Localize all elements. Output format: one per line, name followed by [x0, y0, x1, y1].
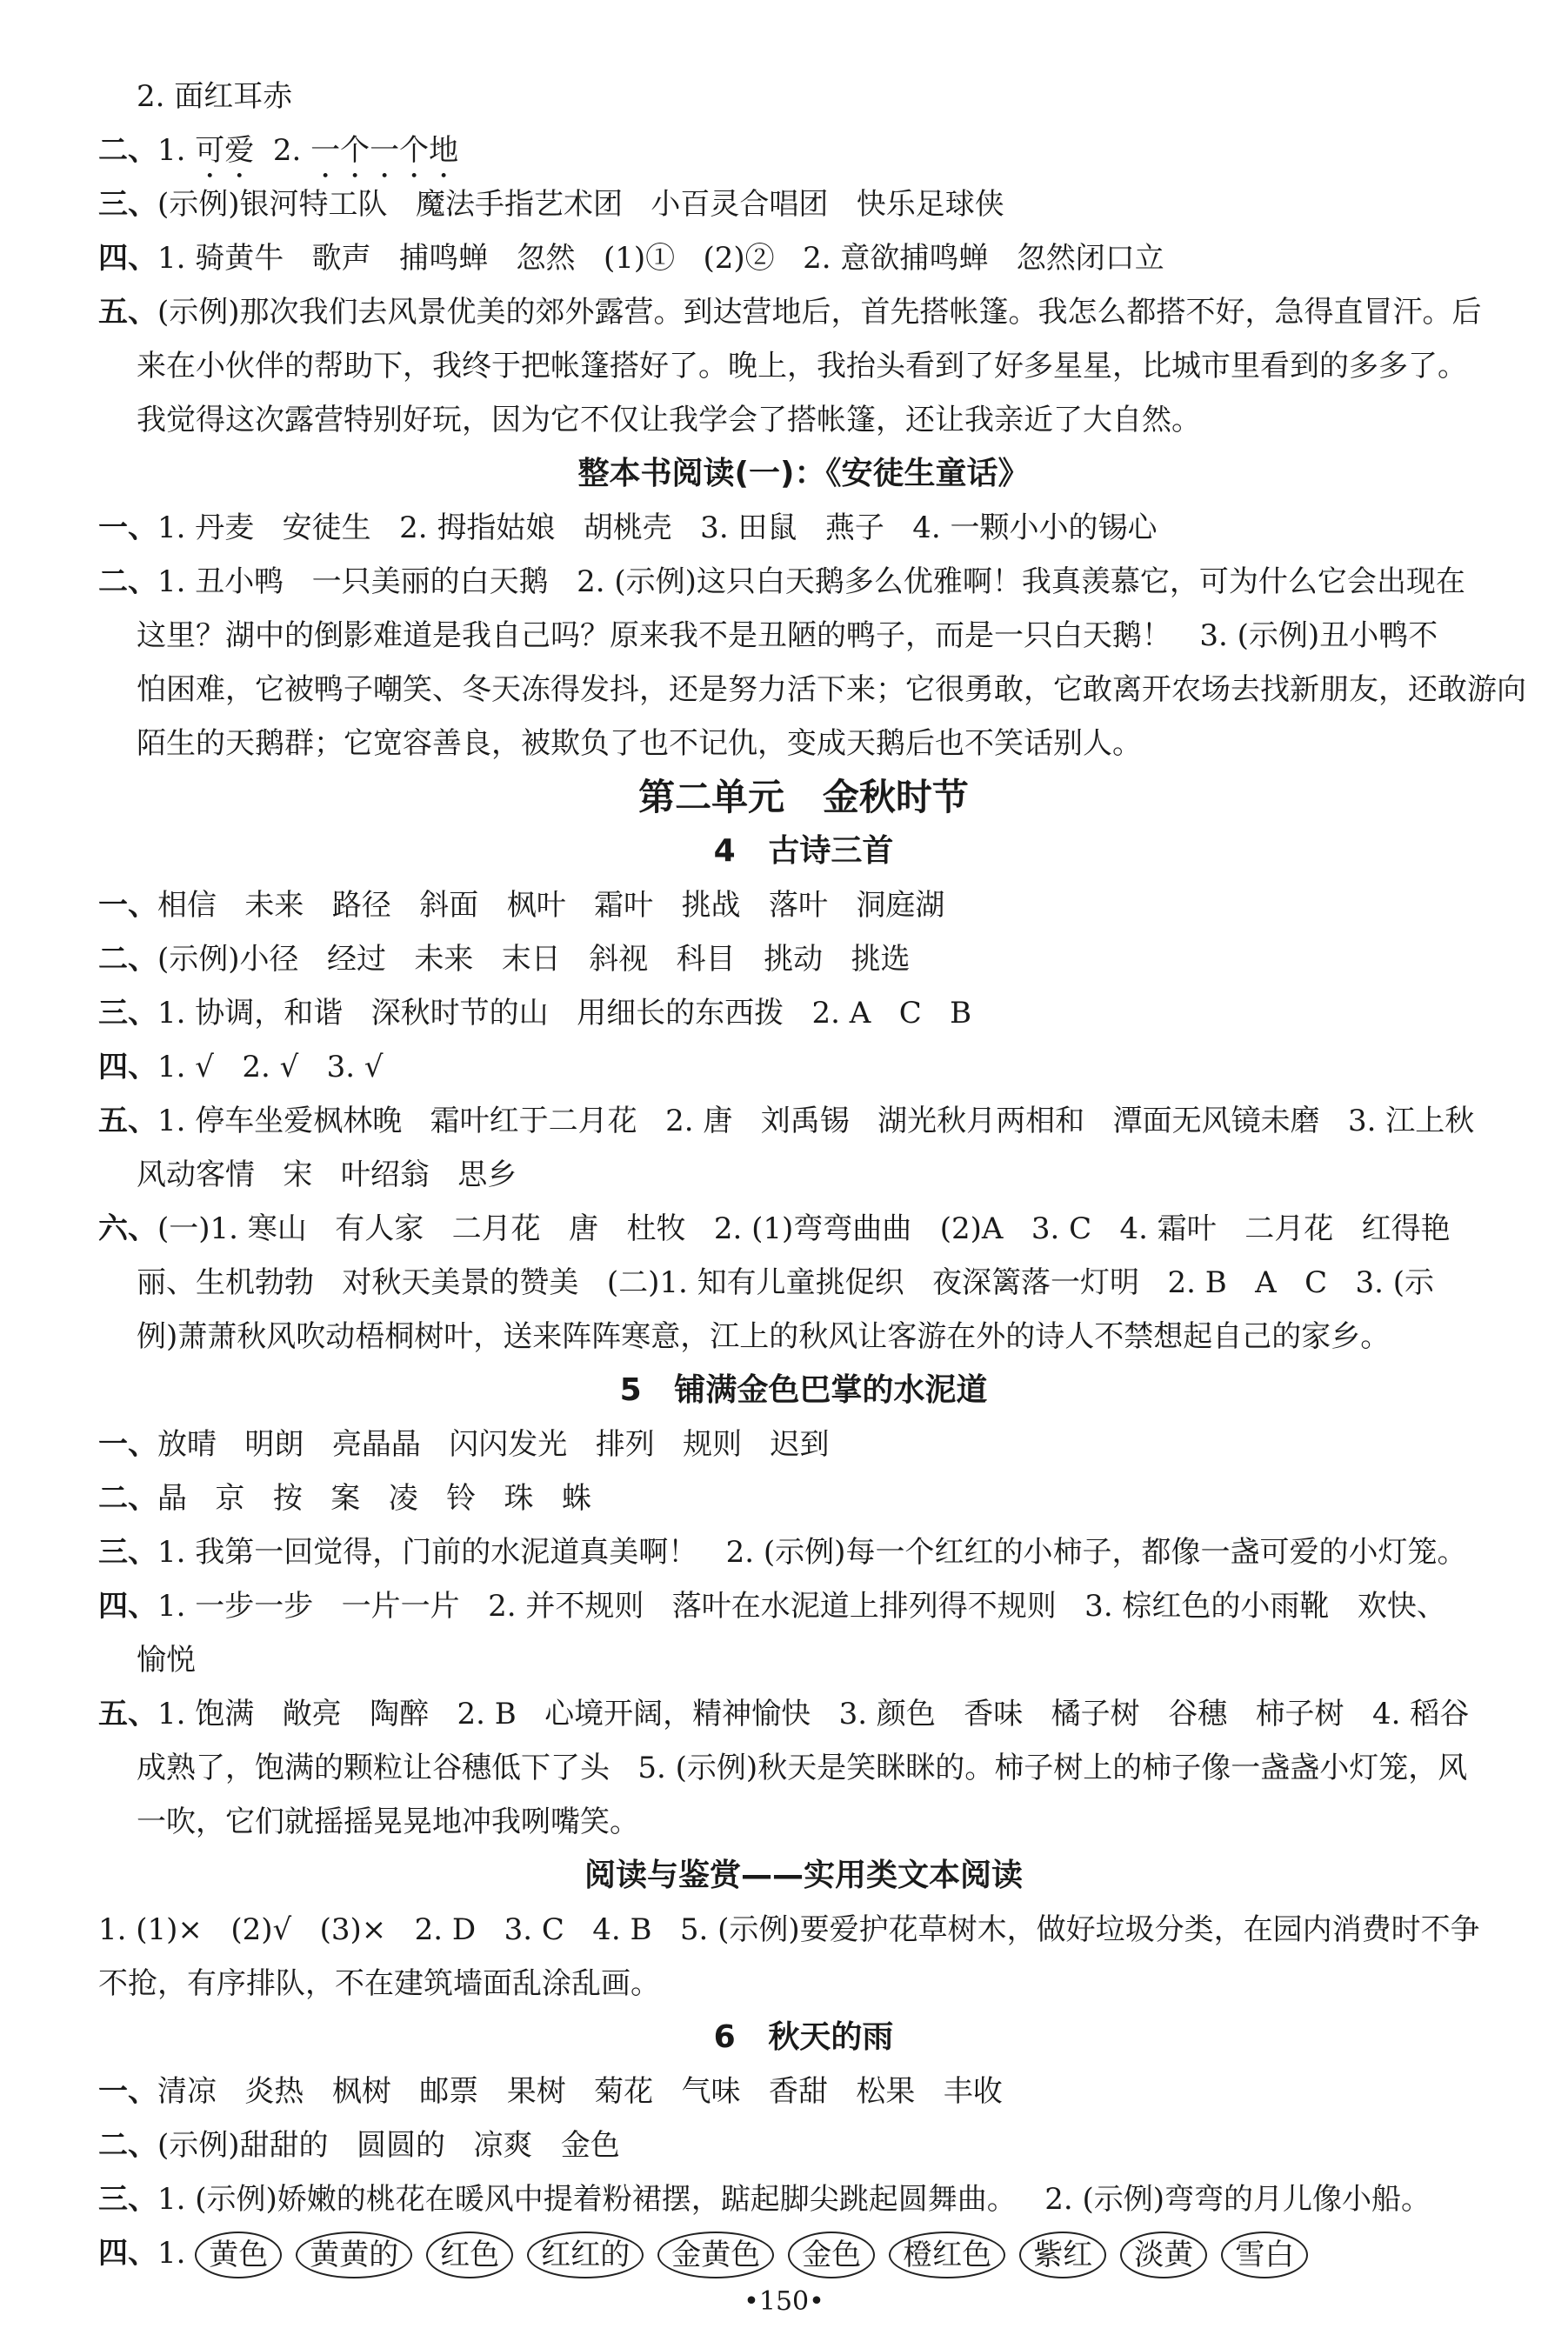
circled-word: 红色	[426, 2232, 513, 2278]
section-title	[98, 2011, 1509, 2065]
answer-continuation-line	[98, 663, 1526, 717]
answer-continuation-line	[98, 1741, 1509, 1795]
answer-line	[98, 1471, 1509, 1525]
answer-text: 2.	[254, 133, 311, 168]
answer-text: 相信 未来 路径 斜面 枫叶 霜叶 挑战 落叶 洞庭湖	[157, 888, 945, 923]
answer-continuation-line	[98, 609, 1509, 663]
answer-text: 1. 协调，和谐 深秋时节的山 用细长的东西拨 2. A C B	[157, 996, 972, 1031]
answer-text: 不抢，有序排队，不在建筑墙面乱涂乱画。	[98, 1966, 660, 2001]
answer-line	[98, 123, 1509, 177]
answer-text: 我觉得这次露营特别好玩，因为它不仅让我学会了搭帐篷，还让我亲近了大自然。	[137, 403, 1201, 437]
answer-text: 1. 饱满 敞亮 陶醉 2. B 心境开阔，精神愉快 3. 颜色 香味 橘子树 谷穗 柿子树 4. 稻谷	[157, 1697, 1470, 1731]
answer-line	[98, 2226, 1509, 2280]
question-number: 一、	[98, 2074, 157, 2109]
answer-text: 放晴 明朗 亮晶晶 闪闪发光 排列 规则 迟到	[157, 1427, 830, 1462]
circled-word: 金黄色	[657, 2232, 774, 2278]
answer-text: 清凉 炎热 枫树 邮票 果树 菊花 气味 香甜 松果 丰收	[157, 2074, 1003, 2109]
answer-text: 愉悦	[137, 1643, 196, 1678]
answer-line	[98, 1094, 1509, 1148]
answer-text: 1. (1)× (2)√ (3)× 2. D 3. C 4. B 5. (示例)要爱护花草树木，做好垃圾分类，在园内消费时不争	[98, 1912, 1480, 1947]
heading-text: 4 古诗三首	[713, 833, 894, 869]
answer-page	[98, 70, 1526, 2280]
question-number: 四、	[98, 1589, 157, 1624]
answer-text: 1. √ 2. √ 3. √	[157, 1050, 384, 1084]
section-title	[98, 1849, 1509, 1903]
heading-text: 整本书阅读(一)：《安徒生童话》	[577, 456, 1030, 491]
answer-continuation-line	[98, 70, 1509, 123]
answer-text: 1. 一步一步 一片一片 2. 并不规则 落叶在水泥道上排列得不规则 3. 棕红色的小雨靴 欢快、	[157, 1589, 1446, 1624]
answer-line	[98, 2172, 1509, 2226]
question-number: 四、	[98, 241, 157, 276]
answer-continuation-line	[98, 1148, 1509, 1202]
circled-word: 紫红	[1019, 2232, 1106, 2278]
answer-line	[98, 932, 1509, 986]
circled-word: 金色	[788, 2232, 875, 2278]
answer-text: 来在小伙伴的帮助下，我终于把帐篷搭好了。晚上，我抬头看到了好多星星，比城市里看到的多多了。	[137, 349, 1467, 384]
question-number: 二、	[98, 1481, 157, 1516]
circled-word: 黄黄的	[296, 2232, 412, 2278]
answer-text: 1. 丹麦 安徒生 2. 拇指姑娘 胡桃壳 3. 田鼠 燕子 4. 一颗小小的锡心	[157, 510, 1158, 545]
answer-text: (示例)甜甜的 圆圆的 凉爽 金色	[157, 2128, 620, 2163]
question-number: 三、	[98, 1535, 157, 1570]
question-number: 三、	[98, 996, 157, 1031]
answer-line	[98, 501, 1509, 555]
answer-text: 1.	[157, 133, 196, 168]
question-number: 三、	[98, 2182, 157, 2217]
unit-title	[98, 771, 1509, 824]
answer-continuation-line	[98, 1310, 1509, 1364]
section-title	[98, 447, 1509, 501]
answer-text: 陌生的天鹅群；它宽容善良，被欺负了也不记仇，变成天鹅后也不笑话别人。	[137, 726, 1142, 761]
answer-line	[98, 1579, 1509, 1633]
answer-continuation-line	[98, 339, 1509, 393]
answer-text: 成熟了，饱满的颗粒让谷穗低下了头 5. (示例)秋天是笑眯眯的。柿子树上的柿子像一盏盏小灯笼，风	[137, 1751, 1468, 1785]
answer-line	[98, 285, 1509, 339]
question-number: 五、	[98, 1104, 157, 1138]
question-number: 四、	[98, 1050, 157, 1084]
answer-text: 丽、生机勃勃 对秋天美景的赞美 (二)1. 知有儿童挑促织 夜深篱落一灯明 2. B A C 3. (示	[137, 1265, 1435, 1300]
answer-line	[98, 1525, 1509, 1579]
question-number: 五、	[98, 295, 157, 330]
circled-word: 雪白	[1221, 2232, 1308, 2278]
answer-continuation-line	[98, 393, 1509, 447]
page-number: •150•	[744, 2286, 824, 2317]
answer-text: 1. (示例)娇嫩的桃花在暖风中提着粉裙摆，踮起脚尖跳起圆舞曲。 2. (示例)弯弯的月儿像小船。	[157, 2182, 1431, 2217]
question-number: 一、	[98, 510, 157, 545]
answer-text: 这里？湖中的倒影难道是我自己吗？原来我不是丑陋的鸭子，而是一只白天鹅！ 3. (示例)丑小鸭不	[137, 618, 1438, 653]
answer-text: 1. 丑小鸭 一只美丽的白天鹅 2. (示例)这只白天鹅多么优雅啊！我真羡慕它，可为什么它会出现在	[157, 564, 1465, 599]
answer-text: 一吹，它们就摇摇晃晃地冲我咧嘴笑。	[137, 1805, 639, 1839]
heading-text: 6 秋天的雨	[713, 2019, 894, 2055]
answer-line	[98, 1418, 1509, 1471]
answer-line	[98, 1957, 1509, 2011]
question-number: 二、	[98, 564, 157, 599]
circled-word: 淡黄	[1120, 2232, 1207, 2278]
answer-line	[98, 878, 1509, 932]
circled-word: 红红的	[527, 2232, 644, 2278]
answer-continuation-line	[98, 1795, 1509, 1849]
question-number: 二、	[98, 2128, 157, 2163]
emphasized-answer: 可爱	[195, 133, 255, 168]
answer-text: 怕困难，它被鸭子嘲笑、冬天冻得发抖，还是努力活下来；它很勇敢，它敢离开农场去找新朋友，还敢游向	[137, 672, 1526, 707]
heading-text: 第二单元 金秋时节	[638, 776, 969, 818]
answer-line	[98, 231, 1509, 285]
question-number: 一、	[98, 888, 157, 923]
question-number: 一、	[98, 1427, 157, 1462]
answer-line	[98, 986, 1509, 1040]
answer-continuation-line	[98, 717, 1509, 771]
heading-text: 阅读与鉴赏——实用类文本阅读	[584, 1858, 1023, 1893]
question-number: 二、	[98, 133, 157, 168]
answer-line	[98, 177, 1509, 231]
question-number: 五、	[98, 1697, 157, 1731]
answer-line	[98, 1040, 1509, 1094]
question-number: 二、	[98, 942, 157, 977]
answer-line	[98, 2118, 1509, 2172]
answer-text: 晶 京 按 案 凌 铃 珠 蛛	[157, 1481, 591, 1516]
answer-text: 1. 我第一回觉得，门前的水泥道真美啊！ 2. (示例)每一个红红的小柿子，都像一盏可爱的小灯笼。	[157, 1535, 1467, 1570]
question-number: 四、	[98, 2236, 157, 2271]
answer-text: 1.	[157, 2236, 196, 2271]
section-title	[98, 1364, 1509, 1418]
answer-line	[98, 555, 1509, 609]
answer-text: 1. 骑黄牛 歌声 捕鸣蝉 忽然 (1)① (2)② 2. 意欲捕鸣蝉 忽然闭口立	[157, 241, 1164, 276]
answer-text: 例)萧萧秋风吹动梧桐树叶，送来阵阵寒意，江上的秋风让客游在外的诗人不禁想起自己的家乡。	[137, 1319, 1391, 1354]
answer-text: 1. 停车坐爱枫林晚 霜叶红于二月花 2. 唐 刘禹锡 湖光秋月两相和 潭面无风镜未磨 3. 江上秋	[157, 1104, 1475, 1138]
section-title	[98, 824, 1509, 878]
answer-line	[98, 1202, 1509, 1256]
answer-text: (示例)银河特工队 魔法手指艺术团 小百灵合唱团 快乐足球侠	[157, 187, 1004, 222]
answer-text: (一)1. 寒山 有人家 二月花 唐 杜牧 2. (1)弯弯曲曲 (2)A 3. C 4. 霜叶 二月花 红得艳	[157, 1211, 1451, 1246]
answer-continuation-line	[98, 1256, 1509, 1310]
answer-line	[98, 1903, 1509, 1957]
answer-line	[98, 2065, 1509, 2118]
heading-text: 5 铺满金色巴掌的水泥道	[619, 1372, 988, 1408]
question-number: 三、	[98, 187, 157, 222]
answer-continuation-line	[98, 1633, 1509, 1687]
emphasized-answer: 一个一个地	[310, 133, 459, 168]
answer-text: (示例)那次我们去风景优美的郊外露营。到达营地后，首先搭帐篷。我怎么都搭不好，急得直冒汗。后	[157, 295, 1482, 330]
circled-word: 黄色	[195, 2232, 282, 2278]
circled-word: 橙红色	[889, 2232, 1005, 2278]
answer-text: 2. 面红耳赤	[137, 79, 293, 114]
answer-text: (示例)小径 经过 未来 末日 斜视 科目 挑动 挑选	[157, 942, 911, 977]
answer-line	[98, 1687, 1509, 1741]
answer-text: 风动客情 宋 叶绍翁 思乡	[137, 1157, 517, 1192]
question-number: 六、	[98, 1211, 157, 1246]
